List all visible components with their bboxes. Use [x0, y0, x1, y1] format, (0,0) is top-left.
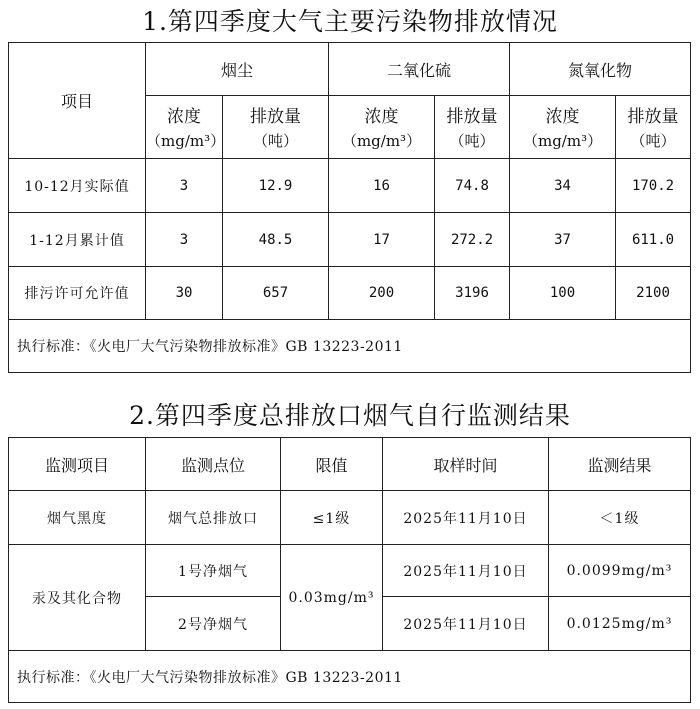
monitor-item: 汞及其化合物 — [9, 545, 146, 651]
header-time: 取样时间 — [383, 438, 549, 491]
standard-note: 执行标准：《火电厂大气污染物排放标准》GB 13223-2011 — [9, 320, 691, 373]
standard-note: 执行标准：《火电厂大气污染物排放标准》GB 13223-2011 — [9, 651, 691, 703]
table-cell: 100 — [510, 267, 616, 320]
monitor-limit: 0.03mg/m³ — [281, 545, 383, 651]
table-cell: 16 — [329, 159, 435, 213]
table-row — [9, 213, 691, 267]
table-cell: 12.9 — [223, 159, 329, 213]
emissions-table — [8, 42, 691, 373]
conc-header: 浓度 （mg/m³） — [146, 96, 223, 159]
group-header-smoke: 烟尘 — [146, 43, 329, 96]
header-result: 监测结果 — [549, 438, 691, 491]
item-header: 项目 — [9, 43, 146, 159]
monitor-limit: ≤1级 — [281, 491, 383, 545]
table-cell: 48.5 — [223, 213, 329, 267]
monitor-point: 1号净烟气 — [146, 545, 281, 597]
header-limit: 限值 — [281, 438, 383, 491]
conc-header: 浓度 （mg/m³） — [510, 96, 616, 159]
table-cell: 3 — [146, 159, 223, 213]
table-row — [9, 267, 691, 320]
emis-header: 排放量 （吨） — [435, 96, 510, 159]
sample-time: 2025年11月10日 — [383, 597, 549, 651]
table-cell: 170.2 — [616, 159, 691, 213]
monitor-result: 0.0099mg/m³ — [549, 545, 691, 597]
group-header-so2: 二氧化硫 — [329, 43, 510, 96]
table-cell: 611.0 — [616, 213, 691, 267]
monitor-point: 烟气总排放口 — [146, 491, 281, 545]
table-row — [9, 545, 691, 597]
sample-time: 2025年11月10日 — [383, 491, 549, 545]
table-cell: 30 — [146, 267, 223, 320]
table-cell: 3196 — [435, 267, 510, 320]
monitor-point: 2号净烟气 — [146, 597, 281, 651]
row-label: 10-12月实际值 — [9, 159, 146, 213]
table-cell: 3 — [146, 213, 223, 267]
row-label: 1-12月累计值 — [9, 213, 146, 267]
emis-header: 排放量 （吨） — [223, 96, 329, 159]
table-row — [9, 491, 691, 545]
monitor-result: 0.0125mg/m³ — [549, 597, 691, 651]
section1-title: 1.第四季度大气主要污染物排放情况 — [142, 7, 558, 36]
table-cell: 272.2 — [435, 213, 510, 267]
table-cell: 37 — [510, 213, 616, 267]
header-item: 监测项目 — [9, 438, 146, 491]
table-cell: 200 — [329, 267, 435, 320]
row-label: 排污许可允许值 — [9, 267, 146, 320]
sample-time: 2025年11月10日 — [383, 545, 549, 597]
emis-header: 排放量 （吨） — [616, 96, 691, 159]
table-cell: 657 — [223, 267, 329, 320]
monitor-result: ＜1级 — [549, 491, 691, 545]
monitoring-table — [8, 437, 691, 703]
table-cell: 2100 — [616, 267, 691, 320]
monitor-item: 烟气黑度 — [9, 491, 146, 545]
table-cell: 74.8 — [435, 159, 510, 213]
table-row — [9, 159, 691, 213]
header-point: 监测点位 — [146, 438, 281, 491]
conc-header: 浓度 （mg/m³） — [329, 96, 435, 159]
table-cell: 34 — [510, 159, 616, 213]
group-header-nox: 氮氧化物 — [510, 43, 691, 96]
section2-title: 2.第四季度总排放口烟气自行监测结果 — [129, 401, 571, 430]
table-cell: 17 — [329, 213, 435, 267]
